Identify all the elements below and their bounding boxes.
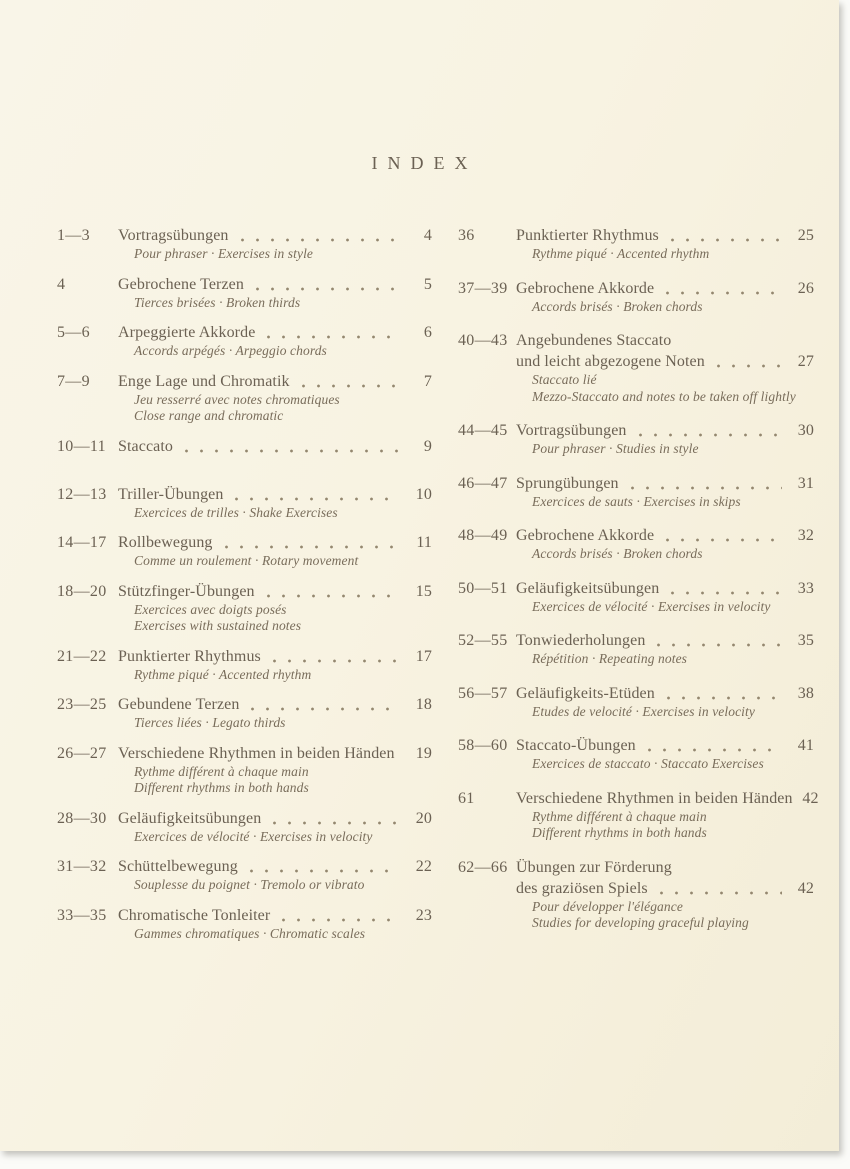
entry-title-line — [516, 788, 819, 809]
index-entry — [458, 278, 814, 316]
entry-title: Triller-Übungen — [118, 485, 224, 503]
index-entry — [57, 225, 432, 263]
index-entry — [458, 735, 814, 773]
entry-title-line — [118, 484, 432, 505]
entry-title: Staccato-Übungen — [516, 737, 636, 754]
index-entry — [57, 581, 432, 635]
entry-body — [118, 581, 432, 635]
entry-subtitle: Accords brisés · Broken chords — [532, 546, 703, 561]
page-number: 42 — [797, 879, 814, 897]
page-number: 15 — [415, 582, 432, 600]
index-entry — [458, 420, 814, 458]
entry-subtitle: Accords brisés · Broken chords — [532, 298, 703, 314]
entry-title-line — [516, 278, 814, 299]
entry-subtitle: Souplesse du poignet · Tremolo or vibrato — [134, 877, 365, 892]
dot-leader — [273, 659, 400, 663]
page-number: 42 — [802, 789, 819, 807]
entry-title: Übungen zur Förderung — [516, 858, 672, 876]
page-number: 5 — [423, 275, 432, 293]
dot-leader — [256, 287, 400, 291]
entry-title-line — [516, 420, 814, 441]
page-number: 11 — [416, 534, 432, 551]
dot-leader — [666, 538, 782, 542]
index-entry — [458, 630, 814, 668]
exercise-number-range: 50—51 — [458, 579, 508, 597]
dot-leader — [671, 238, 782, 242]
entry-title-line — [118, 646, 432, 667]
exercise-number-range: 44—45 — [458, 422, 508, 439]
entry-title-line — [516, 878, 814, 899]
entry-title: und leicht abgezogene Noten — [516, 353, 705, 370]
entry-body — [516, 330, 814, 405]
exercise-number-range: 31—32 — [57, 858, 107, 875]
entry-body — [516, 630, 814, 668]
index-entry — [458, 330, 814, 405]
page-number: 10 — [415, 485, 432, 503]
entry-body — [118, 532, 432, 570]
exercise-number-range: 1—3 — [57, 227, 90, 244]
entry-title: Gebrochene Akkorde — [516, 279, 655, 297]
entry-title-line — [118, 371, 432, 392]
entry-title-line — [118, 274, 432, 295]
entry-title: Vortragsübungen — [118, 227, 229, 244]
entry-subtitle: Répétition · Repeating notes — [532, 651, 688, 666]
entry-title: Geläufigkeits-Etüden — [516, 684, 655, 702]
entry-subtitle: Jeu resserré avec notes chromatiques — [134, 391, 340, 407]
exercise-number-range: 46—47 — [458, 474, 508, 492]
entry-title: Verschiedene Rhythmen in beiden Händen — [516, 789, 793, 807]
dot-leader — [235, 497, 400, 501]
page-number: 32 — [797, 527, 814, 544]
entry-subtitle: Exercises with sustained notes — [134, 618, 302, 633]
dot-leader — [250, 869, 400, 873]
entry-body — [118, 225, 432, 263]
page-number: 17 — [415, 647, 432, 665]
entry-title: Arpeggierte Akkorde — [118, 324, 256, 341]
entry-subtitle: Rythme différent à chaque main — [134, 763, 309, 779]
page-number: 18 — [415, 696, 432, 713]
index-column-left — [57, 225, 432, 953]
exercise-number-range: 36 — [458, 227, 475, 244]
entry-subtitle: Pour phraser · Exercises in style — [134, 246, 314, 261]
entry-title-line — [516, 525, 814, 546]
entry-title-line — [118, 743, 432, 764]
dot-leader — [273, 821, 400, 825]
entry-subtitle: Staccato lié — [532, 372, 597, 387]
entry-title-line — [118, 322, 432, 343]
entry-body — [118, 856, 432, 894]
entry-title-line — [516, 735, 814, 756]
index-entry — [57, 322, 432, 360]
index-entry — [458, 225, 814, 263]
entry-subtitle: Rythme différent à chaque main — [532, 808, 707, 824]
entry-title-line — [118, 905, 432, 926]
entry-title: Gebundene Terzen — [118, 696, 240, 713]
page-number: 23 — [415, 906, 432, 924]
dot-leader — [648, 748, 782, 752]
page-number: 4 — [423, 227, 432, 244]
dot-leader — [225, 545, 400, 549]
exercise-number-range: 5—6 — [57, 324, 90, 341]
page-number: 33 — [797, 579, 814, 597]
index-entry — [57, 532, 432, 570]
entry-subtitle: Exercices de sauts · Exercises in skips — [532, 493, 741, 509]
entry-title-line — [516, 857, 814, 878]
entry-title: Gebrochene Akkorde — [516, 527, 655, 544]
dot-leader — [282, 918, 400, 922]
entry-body — [516, 473, 814, 511]
entry-body — [118, 322, 432, 360]
exercise-number-range: 10—11 — [57, 437, 106, 455]
exercise-number-range: 48—49 — [458, 527, 508, 544]
entry-title: des graziösen Spiels — [516, 879, 648, 897]
index-columns — [57, 225, 839, 953]
index-entry — [57, 484, 432, 522]
entry-title-line — [516, 578, 814, 599]
entry-title: Angebundenes Staccato — [516, 332, 672, 349]
exercise-number-range: 52—55 — [458, 632, 508, 649]
exercise-number-range: 12—13 — [57, 485, 107, 503]
page-number: 30 — [797, 422, 814, 439]
exercise-number-range: 18—20 — [57, 582, 107, 600]
entry-subtitle: Exercices de vélocité · Exercises in velocity — [532, 598, 771, 614]
entry-title-line — [118, 225, 432, 246]
exercise-number-range: 40—43 — [458, 332, 508, 349]
entry-subtitle: Accords arpégés · Arpeggio chords — [134, 343, 327, 358]
entry-title: Tonwiederholungen — [516, 632, 646, 649]
exercise-number-range: 56—57 — [458, 684, 508, 702]
exercise-number-range: 28—30 — [57, 809, 107, 827]
dot-leader — [667, 696, 782, 700]
entry-subtitle: Pour phraser · Studies in style — [532, 441, 699, 456]
entry-title: Staccato — [118, 437, 173, 455]
exercise-number-range: 33—35 — [57, 906, 107, 924]
entry-title-line — [118, 436, 432, 457]
page-number: 41 — [797, 737, 814, 754]
entry-title: Punktierter Rhythmus — [118, 647, 261, 665]
entry-body — [516, 788, 819, 842]
dot-leader — [185, 449, 400, 453]
page-number: 38 — [797, 684, 814, 702]
index-entry — [458, 857, 814, 932]
entry-body — [118, 743, 432, 797]
entry-subtitle: Studies for developing graceful playing — [532, 915, 749, 930]
entry-body — [118, 484, 432, 522]
page-number: 20 — [415, 809, 432, 827]
entry-body — [118, 646, 432, 684]
exercise-number-range: 21—22 — [57, 647, 107, 665]
entry-body — [516, 525, 814, 563]
entry-title-line — [516, 630, 814, 651]
index-entry — [57, 694, 432, 732]
entry-subtitle: Pour développer l'élégance — [532, 898, 683, 914]
entry-title: Punktierter Rhythmus — [516, 227, 659, 244]
entry-body — [516, 420, 814, 458]
entry-title: Stützfinger-Übungen — [118, 582, 255, 600]
entry-subtitle: Tierces brisées · Broken thirds — [134, 294, 301, 310]
page-number: 35 — [797, 632, 814, 649]
entry-body — [516, 735, 814, 773]
entry-subtitle: Rythme piqué · Accented rhythm — [532, 246, 710, 261]
page-number: 31 — [797, 474, 814, 492]
exercise-number-range: 14—17 — [57, 534, 107, 551]
entry-title-line — [516, 683, 814, 704]
entry-body — [118, 808, 432, 846]
entry-title-line — [118, 694, 432, 715]
index-entry — [458, 788, 819, 842]
entry-body — [118, 694, 432, 732]
entry-body — [118, 436, 432, 457]
entry-title: Vortragsübungen — [516, 422, 627, 439]
entry-subtitle: Etudes de velocité · Exercises in velocity — [532, 703, 755, 719]
index-entry — [458, 683, 814, 721]
entry-title: Chromatische Tonleiter — [118, 906, 271, 924]
index-entry — [57, 646, 432, 684]
entry-subtitle: Rythme piqué · Accented rhythm — [134, 666, 312, 682]
entry-title-line — [118, 856, 432, 877]
dot-leader — [717, 364, 782, 368]
entry-body — [516, 278, 814, 316]
entry-title: Schüttelbewegung — [118, 858, 238, 875]
entry-title: Enge Lage und Chromatik — [118, 372, 290, 390]
entry-title: Geläufigkeitsübungen — [118, 809, 262, 827]
entry-subtitle: Gammes chromatiques · Chromatic scales — [134, 925, 366, 941]
page-number: 7 — [423, 372, 432, 390]
dot-leader — [671, 591, 782, 595]
exercise-number-range: 37—39 — [458, 279, 508, 297]
entry-subtitle: Exercices avec doigts posés — [134, 601, 287, 617]
entry-body — [118, 905, 432, 943]
index-entry — [57, 856, 432, 894]
page-number: 22 — [415, 858, 432, 875]
entry-title-line — [118, 532, 432, 553]
dot-leader — [302, 384, 400, 388]
entry-body — [516, 225, 814, 263]
page-number: 9 — [423, 437, 432, 455]
entry-subtitle: Exercices de trilles · Shake Exercises — [134, 504, 338, 520]
entry-subtitle: Different rhythms in both hands — [134, 780, 309, 795]
page-title: INDEX — [371, 153, 478, 173]
exercise-number-range: 4 — [57, 275, 66, 293]
entry-title: Geläufigkeitsübungen — [516, 579, 660, 597]
index-entry — [57, 808, 432, 846]
dot-leader — [251, 707, 400, 711]
dot-leader — [267, 594, 400, 598]
index-column-right — [458, 225, 819, 953]
page-number: 6 — [423, 324, 432, 341]
dot-leader — [631, 486, 782, 490]
index-entry — [458, 525, 814, 563]
entry-title-line — [118, 808, 432, 829]
index-entry — [57, 274, 432, 312]
index-entry — [57, 905, 432, 943]
entry-subtitle: Close range and chromatic — [134, 408, 284, 423]
exercise-number-range: 61 — [458, 789, 475, 807]
entry-subtitle: Mezzo-Staccato and notes to be taken off lightly — [532, 388, 796, 404]
entry-body — [118, 371, 432, 425]
entry-title-line — [118, 581, 432, 602]
exercise-number-range: 62—66 — [458, 858, 508, 876]
entry-body — [516, 857, 814, 932]
entry-subtitle: Exercices de staccato · Staccato Exercises — [532, 756, 764, 771]
entry-body — [516, 683, 814, 721]
entry-title: Gebrochene Terzen — [118, 275, 244, 293]
index-entry — [458, 473, 814, 511]
page-number: 25 — [797, 227, 814, 244]
entry-title-line — [516, 330, 814, 351]
entry-subtitle: Comme un roulement · Rotary movement — [134, 553, 359, 568]
entry-subtitle: Exercices de vélocité · Exercises in velocity — [134, 828, 373, 844]
dot-leader — [639, 433, 782, 437]
entry-body — [118, 274, 432, 312]
dot-leader — [267, 335, 400, 339]
page-number: 19 — [415, 744, 432, 762]
exercise-number-range: 7—9 — [57, 372, 90, 390]
entry-title: Rollbewegung — [118, 534, 213, 551]
entry-body — [516, 578, 814, 616]
entry-title-line — [516, 473, 814, 494]
page-number: 26 — [797, 279, 814, 297]
exercise-number-range: 23—25 — [57, 696, 107, 713]
dot-leader — [657, 643, 782, 647]
entry-subtitle: Different rhythms in both hands — [532, 825, 707, 840]
index-entry — [57, 436, 432, 457]
entry-subtitle: Tierces liées · Legato thirds — [134, 715, 286, 730]
entry-title-line — [516, 225, 814, 246]
index-entry — [458, 578, 814, 616]
entry-title: Sprungübungen — [516, 474, 619, 492]
exercise-number-range: 26—27 — [57, 744, 107, 762]
dot-leader — [241, 238, 400, 242]
exercise-number-range: 58—60 — [458, 737, 508, 754]
page-number: 27 — [797, 353, 814, 370]
entry-title-line — [516, 351, 814, 372]
index-entry — [57, 371, 432, 425]
index-entry — [57, 743, 432, 797]
entry-title: Verschiedene Rhythmen in beiden Händen — [118, 744, 395, 762]
dot-leader — [666, 291, 782, 295]
dot-leader — [660, 891, 782, 895]
